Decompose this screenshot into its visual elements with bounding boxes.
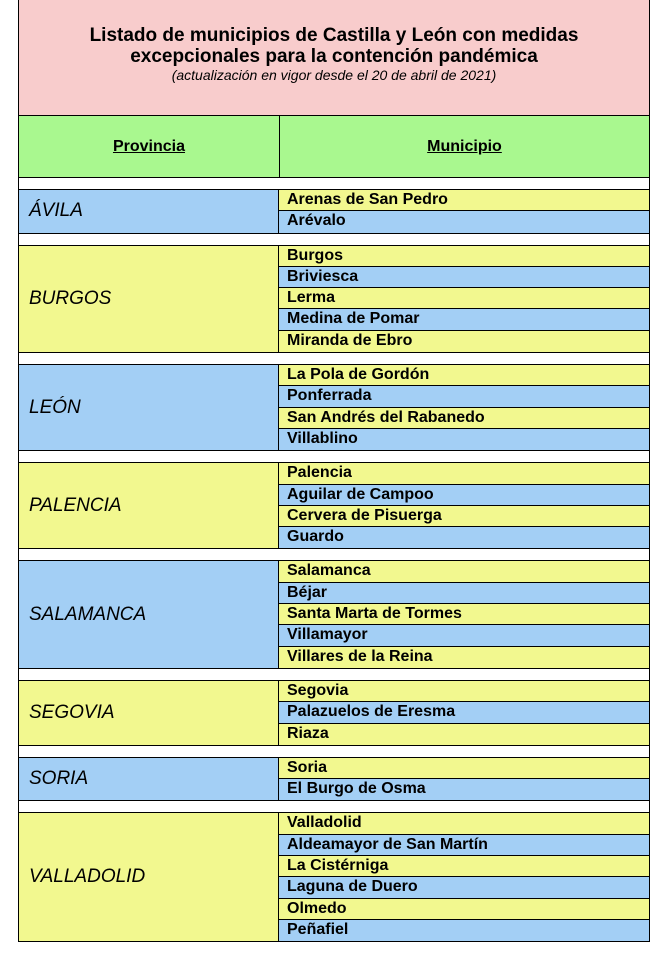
title-line-2: excepcionales para la contención pandémica bbox=[130, 46, 538, 67]
municipio-row: Guardo bbox=[279, 527, 649, 548]
municipio-row: Soria bbox=[279, 758, 649, 779]
row-separator bbox=[18, 746, 650, 758]
municipio-list bbox=[279, 561, 649, 667]
province-name: SORIA bbox=[19, 758, 279, 801]
title-line-1: Listado de municipios de Castilla y León con medidas bbox=[89, 25, 579, 46]
municipio-row: Olmedo bbox=[279, 899, 649, 920]
row-separator bbox=[18, 451, 650, 463]
municipio-row: El Burgo de Osma bbox=[279, 779, 649, 800]
province-name: PALENCIA bbox=[19, 463, 279, 548]
municipio-row: Aldeamayor de San Martín bbox=[279, 835, 649, 856]
municipio-row: Medina de Pomar bbox=[279, 309, 649, 330]
province-name: SEGOVIA bbox=[19, 681, 279, 745]
municipio-list bbox=[279, 365, 649, 450]
municipio-row: La Cistérniga bbox=[279, 856, 649, 877]
municipio-row: Peñafiel bbox=[279, 920, 649, 941]
province-list bbox=[18, 178, 650, 942]
municipios-table bbox=[18, 0, 650, 942]
municipio-row: Arévalo bbox=[279, 211, 649, 232]
column-headers bbox=[18, 116, 650, 178]
municipio-list bbox=[279, 681, 649, 745]
province-name: VALLADOLID bbox=[19, 813, 279, 941]
table-header bbox=[18, 0, 650, 116]
row-separator bbox=[18, 353, 650, 365]
page-title bbox=[19, 0, 649, 67]
municipio-list bbox=[279, 758, 649, 801]
row-separator bbox=[18, 549, 650, 561]
municipio-row: Laguna de Duero bbox=[279, 877, 649, 898]
municipio-row: Palencia bbox=[279, 463, 649, 484]
municipio-row: Briviesca bbox=[279, 267, 649, 288]
municipio-row: Villablino bbox=[279, 429, 649, 450]
province-group bbox=[18, 681, 650, 746]
province-group bbox=[18, 365, 650, 451]
column-header-municipio bbox=[280, 116, 649, 177]
column-header-provincia bbox=[19, 116, 280, 177]
municipio-row: Cervera de Pisuerga bbox=[279, 506, 649, 527]
municipio-row: Riaza bbox=[279, 724, 649, 745]
page-subtitle: (actualización en vigor desde el 20 de abril de 2021) bbox=[171, 67, 497, 83]
municipio-row: Lerma bbox=[279, 288, 649, 309]
row-separator bbox=[18, 669, 650, 681]
municipio-row: Villares de la Reina bbox=[279, 647, 649, 668]
municipio-row: Aguilar de Campoo bbox=[279, 485, 649, 506]
municipio-list bbox=[279, 813, 649, 941]
province-group bbox=[18, 561, 650, 668]
municipio-row: Arenas de San Pedro bbox=[279, 190, 649, 211]
row-separator bbox=[18, 178, 650, 190]
column-header-provincia-label: Provincia bbox=[112, 137, 186, 155]
province-name: LEÓN bbox=[19, 365, 279, 450]
column-header-municipio-label: Municipio bbox=[427, 137, 502, 155]
municipio-row: Miranda de Ebro bbox=[279, 331, 649, 352]
municipio-row: La Pola de Gordón bbox=[279, 365, 649, 386]
municipio-row: Villamayor bbox=[279, 625, 649, 646]
municipio-row: Segovia bbox=[279, 681, 649, 702]
municipio-list bbox=[279, 463, 649, 548]
province-name: SALAMANCA bbox=[19, 561, 279, 667]
province-group bbox=[18, 813, 650, 942]
municipio-row: Palazuelos de Eresma bbox=[279, 702, 649, 723]
province-group bbox=[18, 758, 650, 802]
row-separator bbox=[18, 801, 650, 813]
municipio-row: Valladolid bbox=[279, 813, 649, 834]
row-separator bbox=[18, 234, 650, 246]
province-group bbox=[18, 190, 650, 234]
municipio-row: Ponferrada bbox=[279, 386, 649, 407]
municipio-list bbox=[279, 190, 649, 233]
municipio-row: Burgos bbox=[279, 246, 649, 267]
municipio-list bbox=[279, 246, 649, 352]
province-group bbox=[18, 246, 650, 353]
province-name: BURGOS bbox=[19, 246, 279, 352]
province-name: ÁVILA bbox=[19, 190, 279, 233]
municipio-row: Béjar bbox=[279, 583, 649, 604]
province-group bbox=[18, 463, 650, 549]
municipio-row: Santa Marta de Tormes bbox=[279, 604, 649, 625]
municipio-row: Salamanca bbox=[279, 561, 649, 582]
municipio-row: San Andrés del Rabanedo bbox=[279, 408, 649, 429]
